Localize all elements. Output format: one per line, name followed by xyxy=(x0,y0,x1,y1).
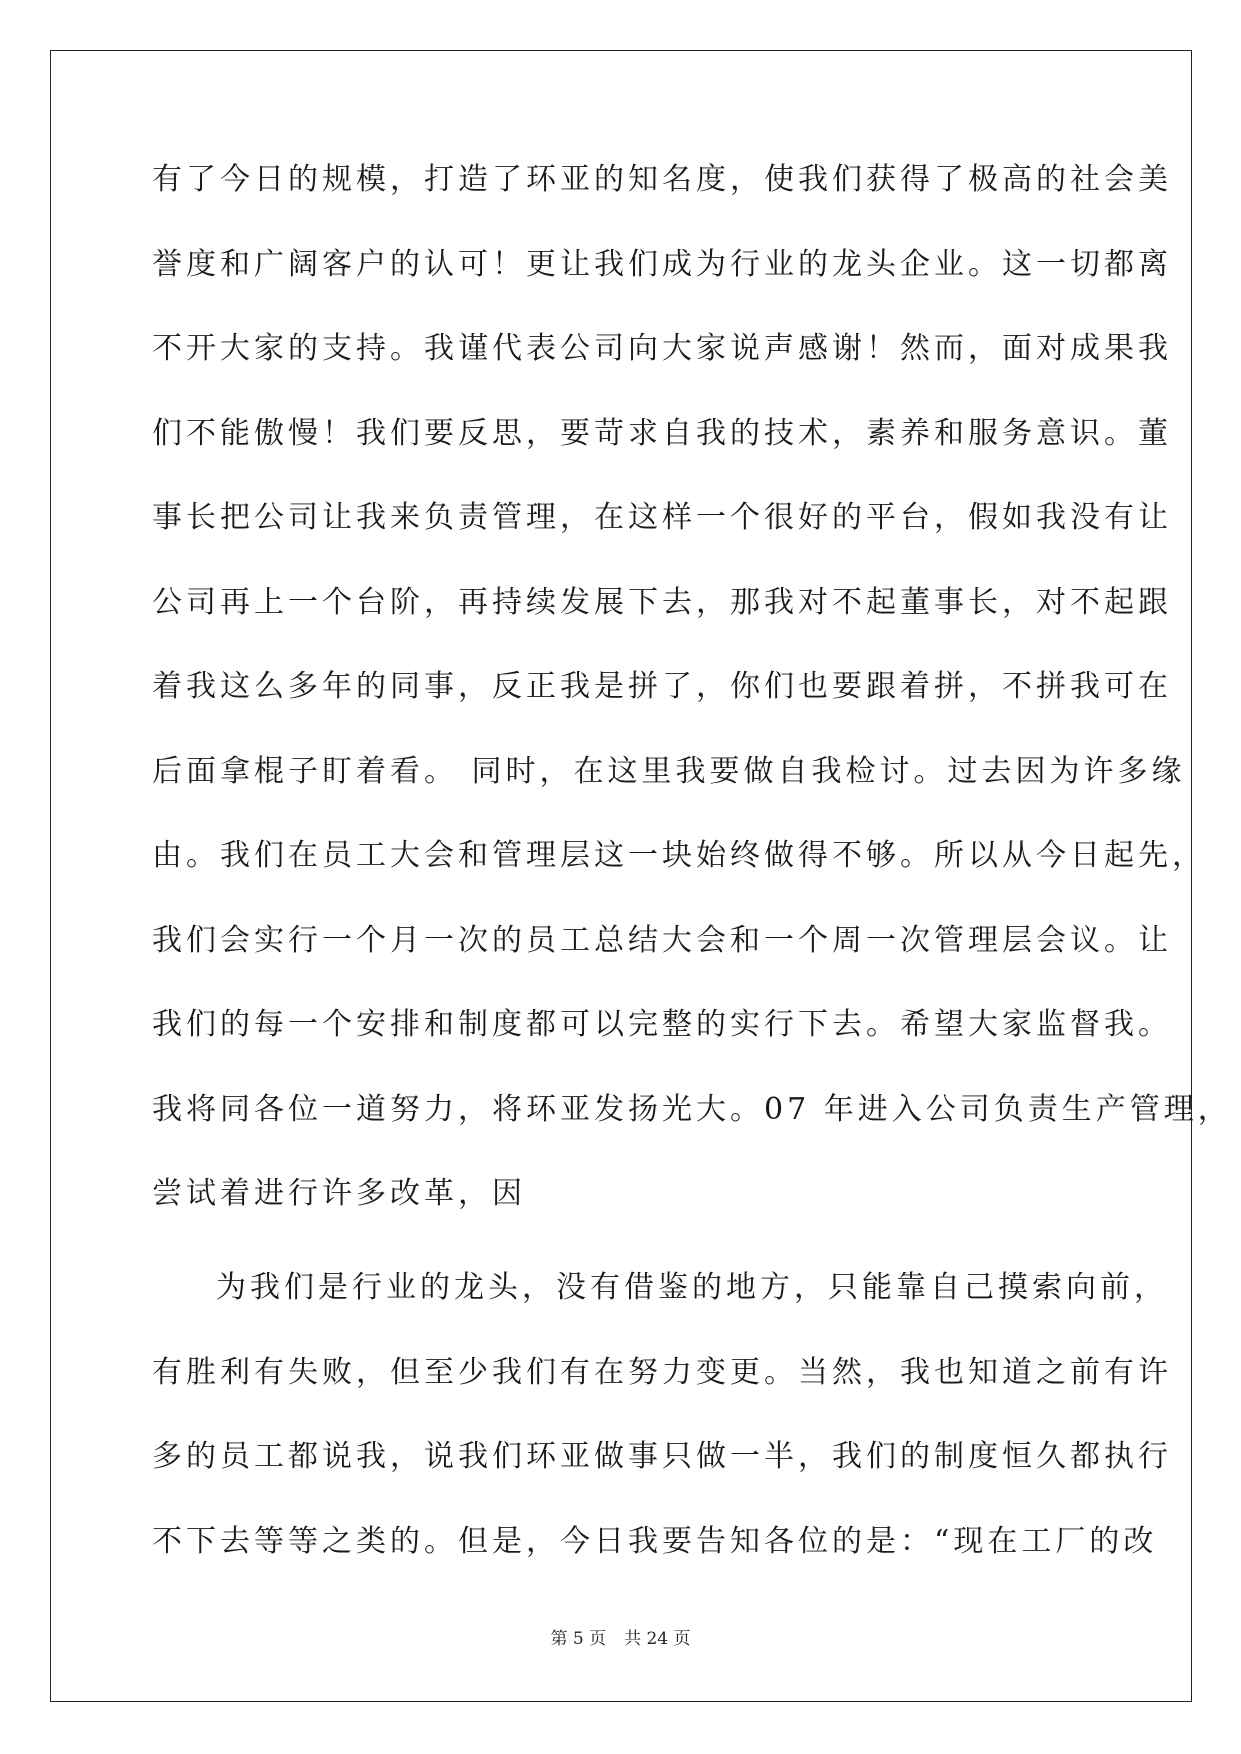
text-line: 为我们是行业的龙头，没有借鉴的地方，只能靠自己摸索向前， xyxy=(216,1270,1168,1305)
page-footer xyxy=(0,1628,1241,1650)
text-line: 事长把公司让我来负责管理，在这样一个很好的平台，假如我没有让 xyxy=(152,500,1172,535)
text-line: 我们会实行一个月一次的员工总结大会和一个周一次管理层会议。让 xyxy=(152,922,1172,958)
text-line: 有了今日的规模，打造了环亚的知名度，使我们获得了极高的社会美 xyxy=(152,162,1172,197)
text-line: 着我这么多年的同事，反正我是拼了，你们也要跟着拼，不拼我可在 xyxy=(152,669,1172,704)
paragraph-2 xyxy=(152,1268,1172,1562)
text-line: 有胜利有失败，但至少我们有在努力变更。当然，我也知道之前有许 xyxy=(152,1354,1172,1390)
text-line: 多的员工都说我，说我们环亚做事只做一半，我们的制度恒久都执行 xyxy=(152,1439,1172,1474)
text-line: 我将同各位一道努力，将环亚发扬光大。07 年进入公司负责生产管理， xyxy=(152,1091,1232,1127)
paragraph-1 xyxy=(152,160,1232,1214)
text-line: 后面拿棍子盯着看。 同时，在这里我要做自我检讨。过去因为许多缘 xyxy=(152,753,1186,789)
text-line: 们不能傲慢！我们要反思，要苛求自我的技术，素养和服务意识。董 xyxy=(152,415,1172,451)
document-body xyxy=(152,160,1232,1606)
text-line: 公司再上一个台阶，再持续发展下去，那我对不起董事长，对不起跟 xyxy=(152,584,1172,620)
text-line: 由。我们在员工大会和管理层这一块始终做得不够。所以从今日起先， xyxy=(152,838,1206,873)
page-total: 共 24 页 xyxy=(624,1629,691,1649)
text-line: 不开大家的支持。我谨代表公司向大家说声感谢！然而，面对成果我 xyxy=(152,331,1172,366)
text-line: 不下去等等之类的。但是，今日我要告知各位的是：“现在工厂的改 xyxy=(152,1523,1158,1559)
text-line: 尝试着进行许多改革，因 xyxy=(152,1176,526,1211)
text-line: 我们的每一个安排和制度都可以完整的实行下去。希望大家监督我。 xyxy=(152,1007,1172,1042)
page-number: 第 5 页 xyxy=(550,1629,607,1649)
text-line: 誉度和广阔客户的认可！更让我们成为行业的龙头企业。这一切都离 xyxy=(152,246,1172,282)
